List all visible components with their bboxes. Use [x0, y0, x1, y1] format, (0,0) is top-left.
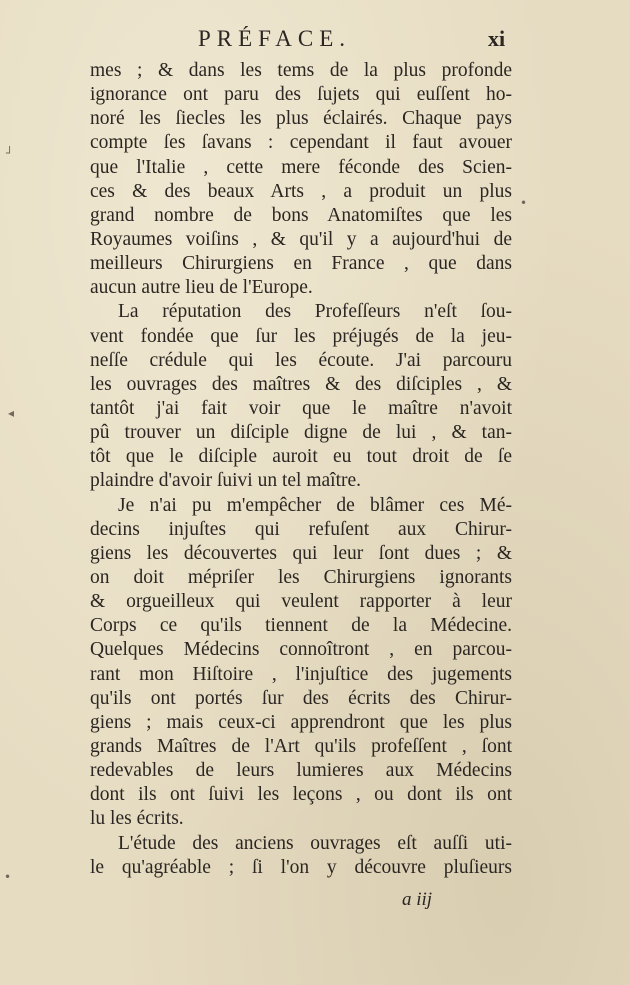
text-line: le qu'agréable ; ſi l'on y découvre pluſieurs — [90, 856, 512, 878]
margin-mark: ┘ — [6, 146, 14, 160]
text-line: Royaumes voiſins , & qu'il y a aujourd'hui de — [90, 228, 512, 250]
text-line: tantôt j'ai fait voir que le maître n'avoit — [90, 397, 512, 419]
text-line: & orgueilleux qui veulent rapporter à leur — [90, 591, 512, 613]
text-line: noré les ſiecles les plus éclairés. Chaque pays — [90, 108, 512, 130]
paragraph-start-line: Je n'ai pu m'empêcher de blâmer ces Mé- — [118, 494, 512, 516]
text-line: meilleurs Chirurgiens en France , que dans — [90, 253, 512, 275]
text-line: mes ; & dans les tems de la plus profonde — [90, 60, 512, 81]
text-line: grand nombre de bons Anatomiſtes que les — [90, 204, 512, 226]
text-line: pû trouver un diſciple digne de lui , & tan- — [90, 422, 512, 444]
text-line: dont ils ont ſuivi les leçons , ou dont ils ont — [90, 784, 512, 806]
text-line: grands Maîtres de l'Art qu'ils profeſſent , ſont — [90, 735, 512, 757]
text-line: decins injuſtes qui refuſent aux Chirur- — [90, 518, 512, 540]
text-line: giens les découvertes qui leur ſont dues ; & — [90, 542, 512, 564]
text-line: les ouvrages des maîtres & des diſciples , & — [90, 373, 512, 395]
text-line: tôt que le diſciple auroit eu tout droit de ſe — [90, 446, 512, 468]
text-line: qu'ils ont portés ſur des écrits des Chirur- — [90, 687, 512, 709]
text-line: neſſe crédule qui les écoute. J'ai parcouru — [90, 349, 512, 371]
text-line: giens ; mais ceux-ci apprendront que les plus — [90, 711, 512, 733]
text-line: on doit mépriſer les Chirurgiens ignorants — [90, 566, 512, 588]
text-line: ces & des beaux Arts , a produit un plus — [90, 180, 512, 202]
text-line: lu les écrits. — [90, 808, 184, 830]
text-line: Quelques Médecins connoîtront , en parcou- — [90, 639, 512, 661]
page-number: xi — [488, 26, 506, 51]
body-text — [90, 59, 512, 880]
text-line: redevables de leurs lumieres aux Médecins — [90, 760, 512, 782]
running-head — [0, 26, 630, 56]
paragraph-start-line: L'étude des anciens ouvrages eſt auſſi uti- — [118, 832, 512, 854]
text-line: ignorance ont paru des ſujets qui euſſent ho- — [90, 84, 512, 106]
margin-mark: ◂ — [8, 406, 15, 420]
text-line: plaindre d'avoir ſuivi un tel maître. — [90, 470, 362, 492]
paragraph-start-line: La réputation des Profeſſeurs n'eſt ſou- — [118, 301, 512, 323]
text-line: rant mon Hiſtoire , l'injuſtice des jugements — [90, 663, 512, 685]
running-head-title: PRÉFACE. — [198, 26, 352, 51]
text-line: aucun autre lieu de l'Europe. — [90, 277, 313, 299]
margin-mark: • — [520, 196, 528, 210]
text-line: que l'Italie , cette mere féconde des Scien- — [90, 156, 512, 178]
signature-mark: a iij — [402, 889, 433, 910]
text-line: vent fondée que ſur les préjugés de la jeu- — [90, 325, 512, 347]
text-line: Corps ce qu'ils tiennent de la Médecine. — [90, 615, 512, 637]
margin-mark: • — [4, 870, 12, 884]
text-line: compte ſes ſavans : cependant il faut avouer — [90, 132, 512, 154]
